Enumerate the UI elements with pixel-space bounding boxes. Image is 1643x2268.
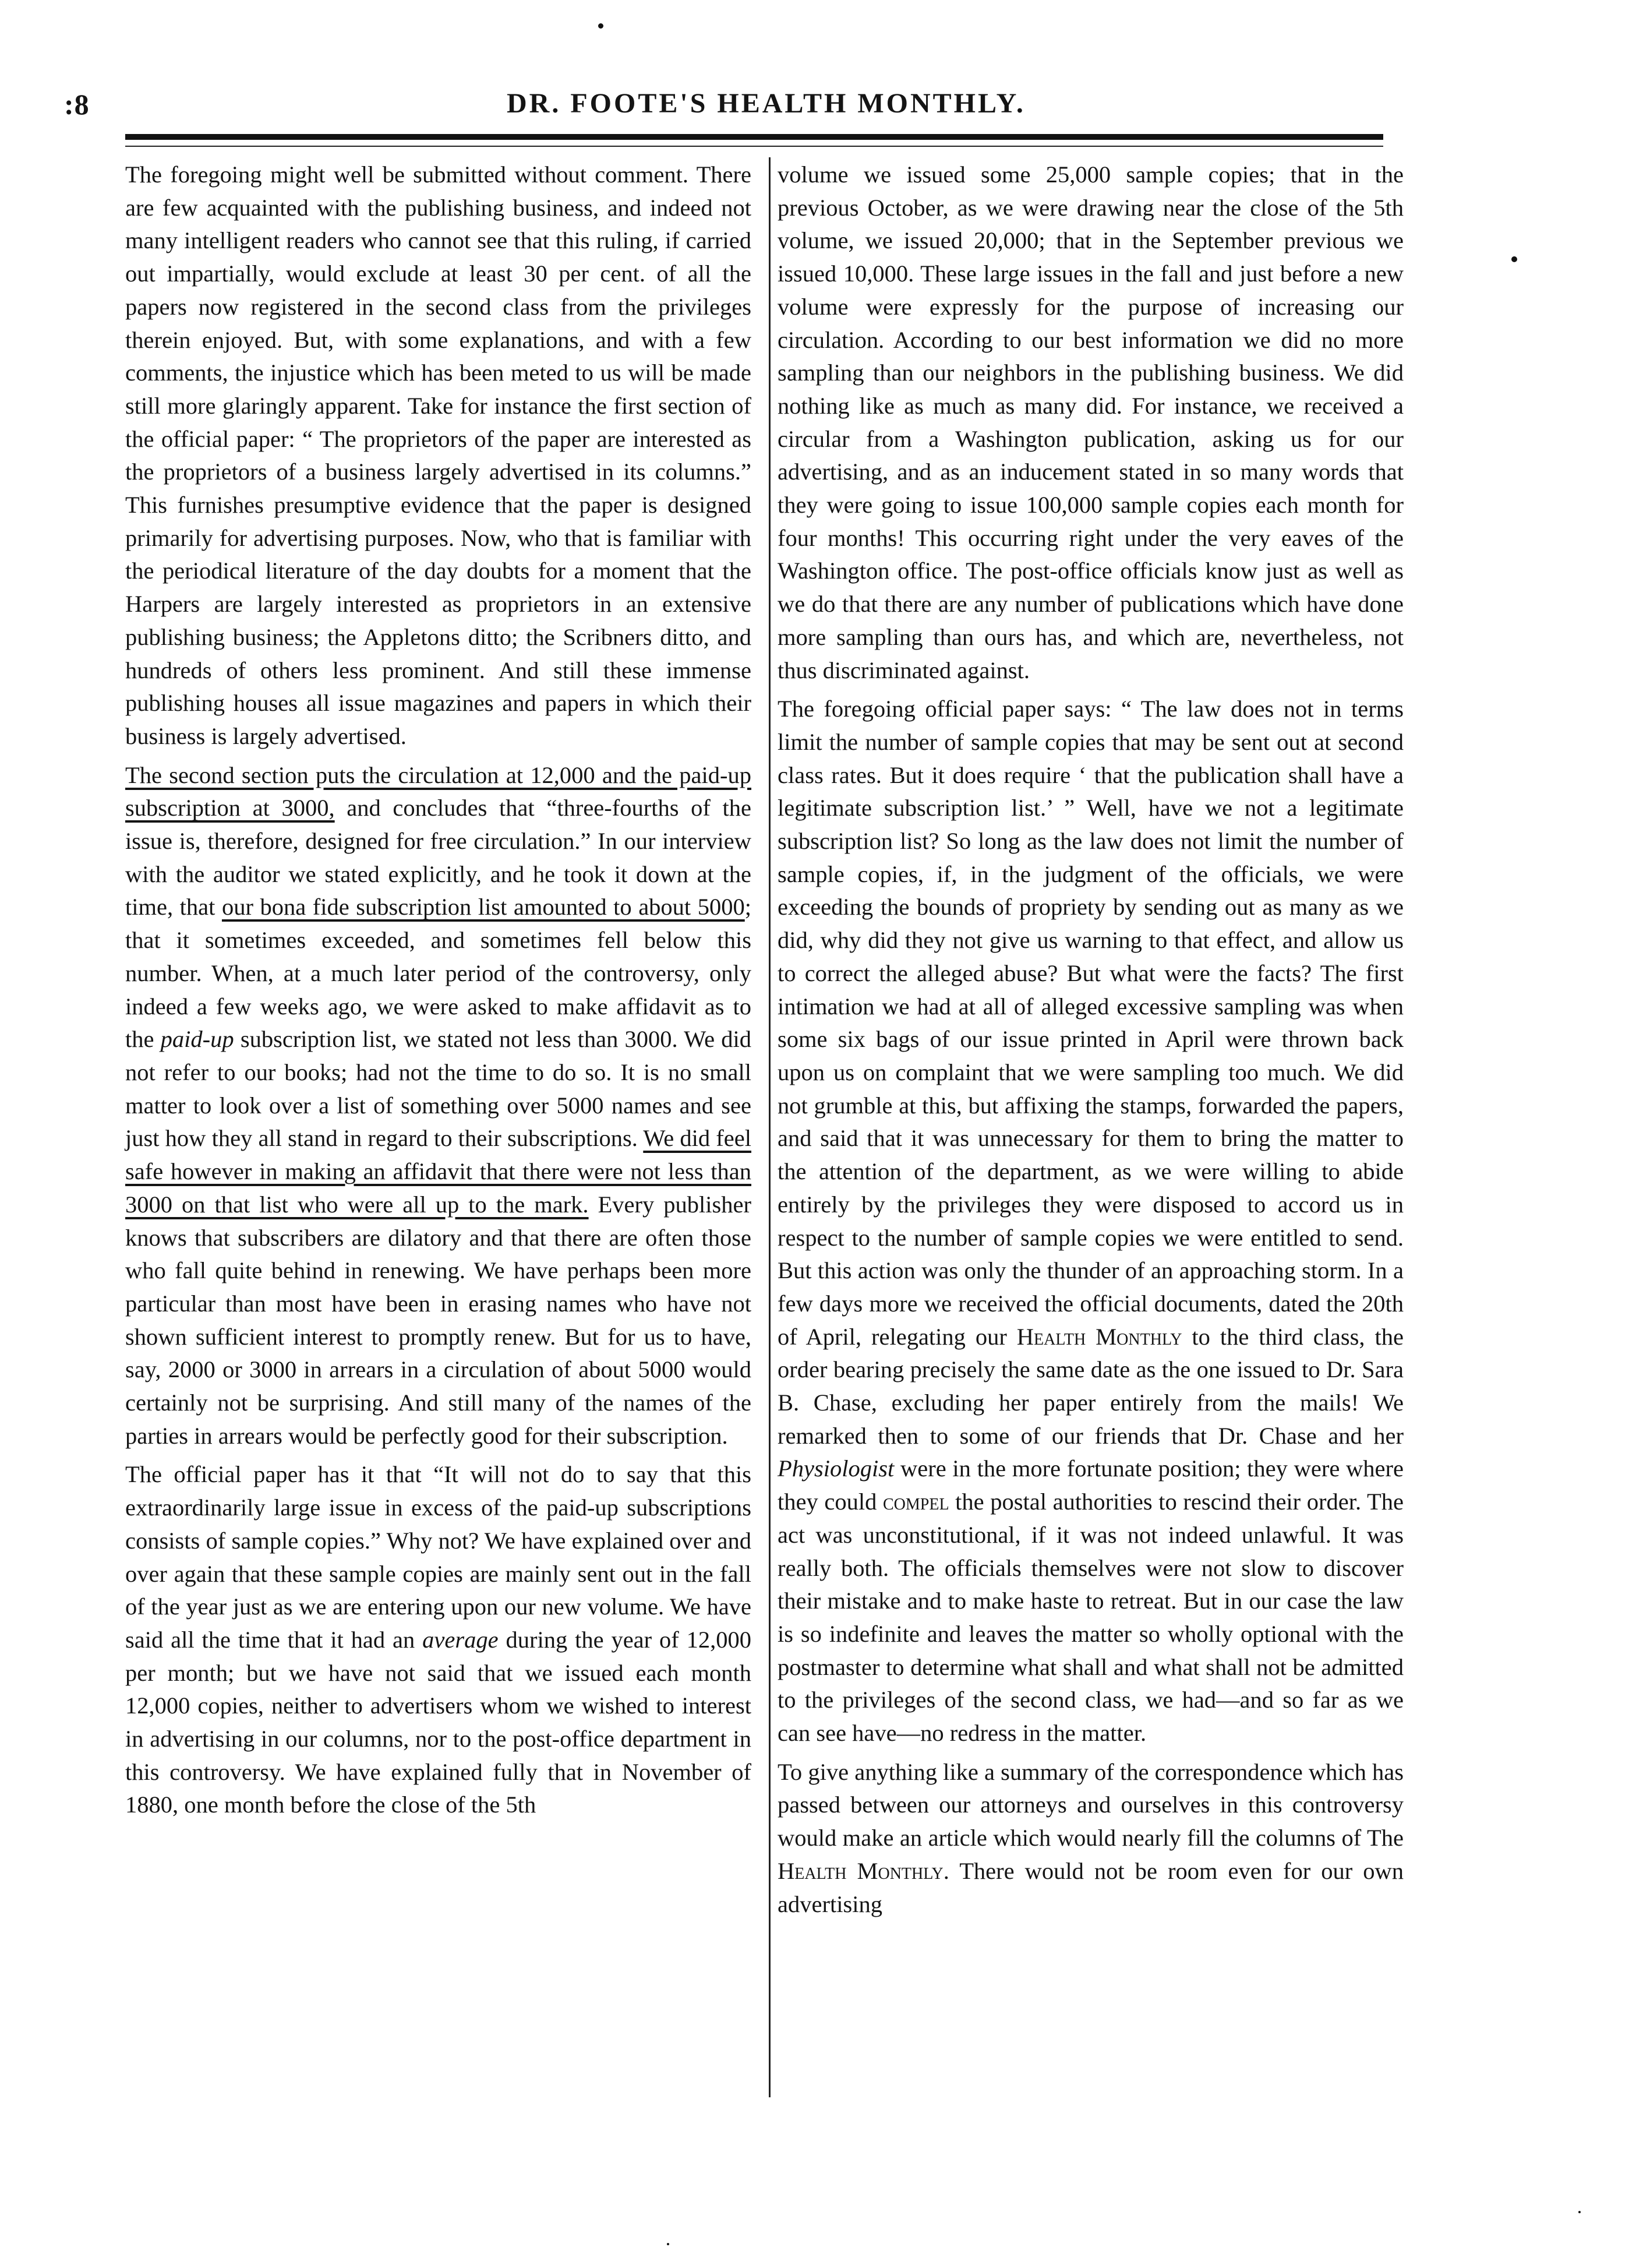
speck-right bbox=[1511, 256, 1517, 262]
column-divider bbox=[769, 157, 771, 2097]
speck-top bbox=[598, 23, 603, 29]
underlined-passage: The second section puts the circulation at 12,000 and the paid-up subscription at 3000, bbox=[125, 761, 751, 821]
paragraph: To give anything like a summary of the correspondence which has passed between our attorneys and ourselves in this controversy would make an article which would nearly fill the columns of The Health Monthly. There would not be room even for our own advertising bbox=[778, 1758, 1404, 1917]
paragraph: The foregoing official paper says: “ The law does not in terms limit the number of sample copies that may be sent out at second class rates. But it does require ‘ that the publication shall have a legitimate subscription list.’ ” Well, have we not a legitimate subscription list? So long as the law does not limit the number of sample copies, if, in the judgment of the officials, we were exceeding the bounds of propriety by sending out as many as we did, why did they not give us warning to that effect, and allow us to correct the alleged abuse? But what were the facts? The first intimation we had at all of alleged excessive sampling was when some six bags of our issue printed in April were thrown back upon us on complaint that we were sampling too much. We did not grumble at this, but affixing the stamps, forwarded the papers, and said that it was unnecessary for them to bring the matter to the attention of the department, as we were willing to abide entirely by the privileges they were disposed to accord us in respect to the number of sample copies we were entitled to send. But this action was only the thunder of an approaching storm. In a few days more we received the official documents, dated the 20th of April, relegating our Health Monthly to the third class, the order bearing precisely the same date as the one issued to Dr. Sara B. Chase, excluding her paper entirely from the mails! We remarked then to some of our friends that Dr. Chase and her Physiologist were in the more fortunate position; they were where they could compel the postal authorities to rescind their order. The act was unconstitutional, if it was not indeed unlawful. It was really both. The officials themselves were not slow to discover their mistake and to make haste to retreat. But in our case the law is so indefinite and leaves the matter so wholly optional with the postmaster to determine what shall and what shall not be admitted to the privileges of the second class, we had—and so far as we can see have—no redress in the matter. bbox=[778, 696, 1404, 1747]
underlined-passage: our bona fide subscription list amounted to about 5000 bbox=[221, 894, 745, 920]
page-number: :8 bbox=[64, 88, 90, 121]
paragraph: The official paper has it that “It will not do to say that this extraordinarily large issue in excess of the paid-up subscriptions consists of sample copies.” Why not? We have explained over and over again that these sample copies are mainly sent out in the fall of the year just as we are entering upon our new volume. We have said all the time that it had an average during the year of 12,000 per month; but we have not said that we issued each month 12,000 copies, neither to advertisers whom we wished to interest in advertising in our columns, nor to the post-office department in this controversy. We have explained fully that in November of 1880, one month before the close of the 5th bbox=[125, 1461, 751, 1818]
paragraph: The foregoing might well be submitted without comment. There are few acquainted with the publishing business, and indeed not many intelligent readers who cannot see that this ruling, if carried out impartially, would exclude at least 30 per cent. of all the papers now registered in the second class from the privileges therein enjoyed. But, with some explanations, and with a few comments, the injustice which has been meted to us will be made still more glaringly apparent. Take for instance the first section of the official paper: “ The proprietors of the paper are interested as the proprietors of a business largely advertised in its columns.” This furnishes presumptive evidence that the paper is designed primarily for advertising purposes. Now, who that is familiar with the periodical literature of the day doubts for a moment that the Harpers are largely interested as proprietors in an extensive publishing business; the Appletons ditto; the Scribners ditto, and hundreds of others less prominent. And still these immense publishing houses all issue magazines and papers in which their business is largely advertised. bbox=[125, 161, 751, 749]
right-column bbox=[778, 158, 1404, 1921]
left-column bbox=[125, 158, 751, 1822]
paragraph: volume we issued some 25,000 sample copies; that in the previous October, as we were drawing near the close of the 5th volume, we issued 20,000; that in the September previous we issued 10,000. These large issues in the fall and just before a new volume were expressly for the purpose of increasing our circulation. According to our best information we did no more sampling than our neighbors in the publishing business. We did nothing like as much as many did. For instance, we received a circular from a Washington publication, asking us for our advertising, and as an inducement stated in so many words that they were going to issue 100,000 sample copies each month for four months! This occurring right under the very eaves of the Washington office. The post-office officials know just as well as we do that there are any number of publications which have done more sampling than ours has, and which are, nevertheless, not thus discriminated against. bbox=[778, 161, 1404, 683]
header-rule-thin bbox=[125, 146, 1383, 147]
underlined-passage: We did feel safe however in making an affidavit that there were not less than 3000 on that list who were all up to the mark. bbox=[125, 1125, 751, 1218]
header-rule bbox=[125, 134, 1383, 140]
running-head: DR. FOOTE'S HEALTH MONTHLY. bbox=[507, 88, 1026, 119]
speck-right-lower bbox=[1578, 2211, 1581, 2213]
paragraph: The second section puts the circulation at 12,000 and the paid-up subscription at 3000, and concludes that “three-fourths of the issue is, therefore, designed for free circulation.” In our interview with the auditor we stated explicitly, and he took it down at the time, that our bona fide subscription list amounted to about 5000; that it sometimes exceeded, and sometimes fell below this number. When, at a much later period of the controversy, only indeed a few weeks ago, we were asked to make affidavit as to the paid-up subscription list, we stated not less than 3000. We did not refer to our books; had not the time to do so. It is no small matter to look over a list of something over 5000 names and see just how they all stand in regard to their subscriptions. We did feel safe however in making an affidavit that there were not less than 3000 on that list who were all up to the mark. Every publisher knows that subscribers are dilatory and that there are often those who fall quite behind in renewing. We have perhaps been more particular than most have been in erasing names who have not shown sufficient interest to promptly renew. But for us to have, say, 2000 or 3000 in arrears in a circulation of about 5000 would certainly not be surprising. And still many of the names of the parties in arrears would be perfectly good for their subscription. bbox=[125, 761, 752, 1449]
speck-bottom bbox=[667, 2243, 669, 2245]
